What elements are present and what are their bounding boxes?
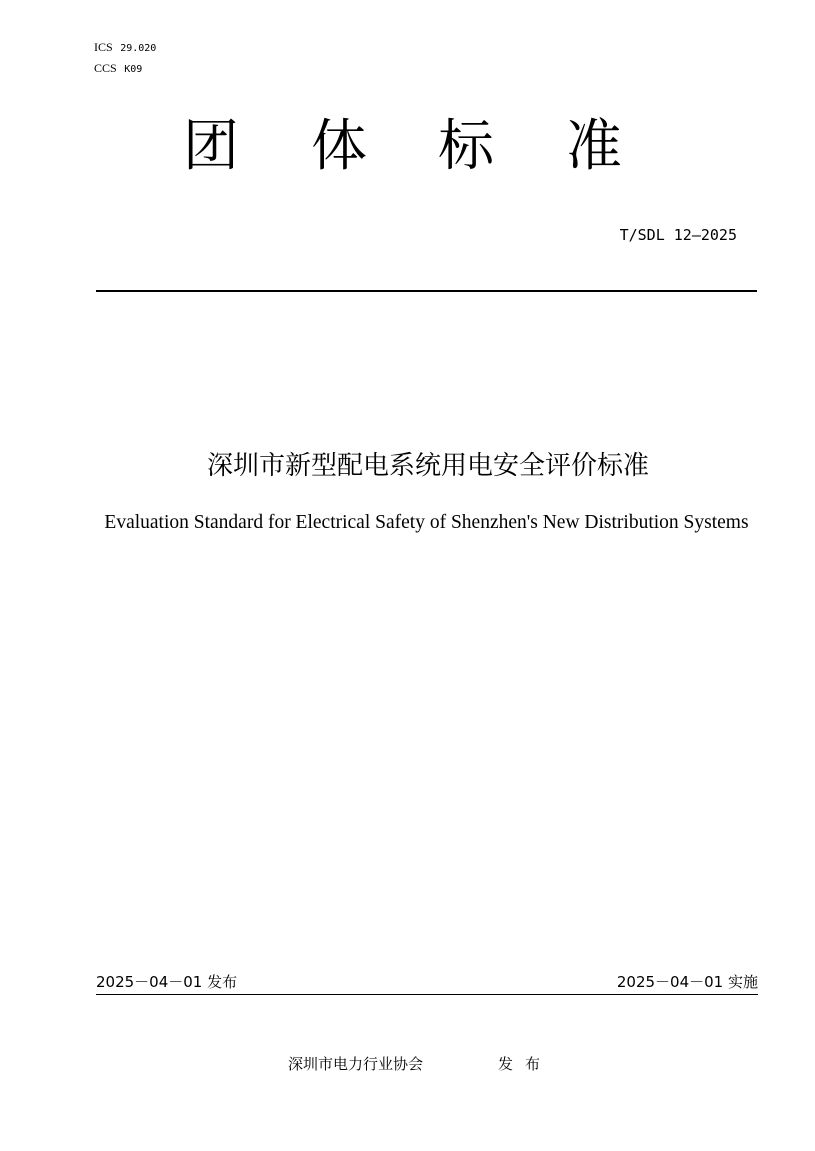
title-english: Evaluation Standard for Electrical Safety of Shenzhen's New Distribution Systems: [104, 512, 749, 533]
publisher-name: 深圳市电力行业协会: [288, 1055, 424, 1073]
ics-label: ICS: [94, 40, 113, 54]
ccs-code: K09: [124, 64, 143, 75]
document-type-char: 体: [311, 114, 367, 179]
implementation-date: 2025－04－01 实施: [616, 973, 758, 991]
document-type-heading: [0, 112, 815, 182]
ics-classification: [94, 40, 156, 56]
header-divider: [96, 290, 757, 292]
title-chinese: 深圳市新型配电系统用电安全评价标准: [206, 451, 649, 481]
date-row: [96, 970, 758, 994]
ccs-classification: [94, 61, 142, 77]
release-date: 2025－04－01 发布: [96, 973, 238, 991]
standard-number: T/SDL 12—2025: [619, 226, 737, 244]
publish-label: 发布: [498, 1055, 553, 1073]
document-type-char: 标: [438, 114, 494, 179]
document-type-char: 准: [566, 114, 622, 179]
document-type-char: 团: [183, 114, 239, 179]
ics-code: 29.020: [120, 43, 157, 54]
footer-divider: [96, 994, 758, 995]
ccs-label: CCS: [94, 61, 117, 75]
